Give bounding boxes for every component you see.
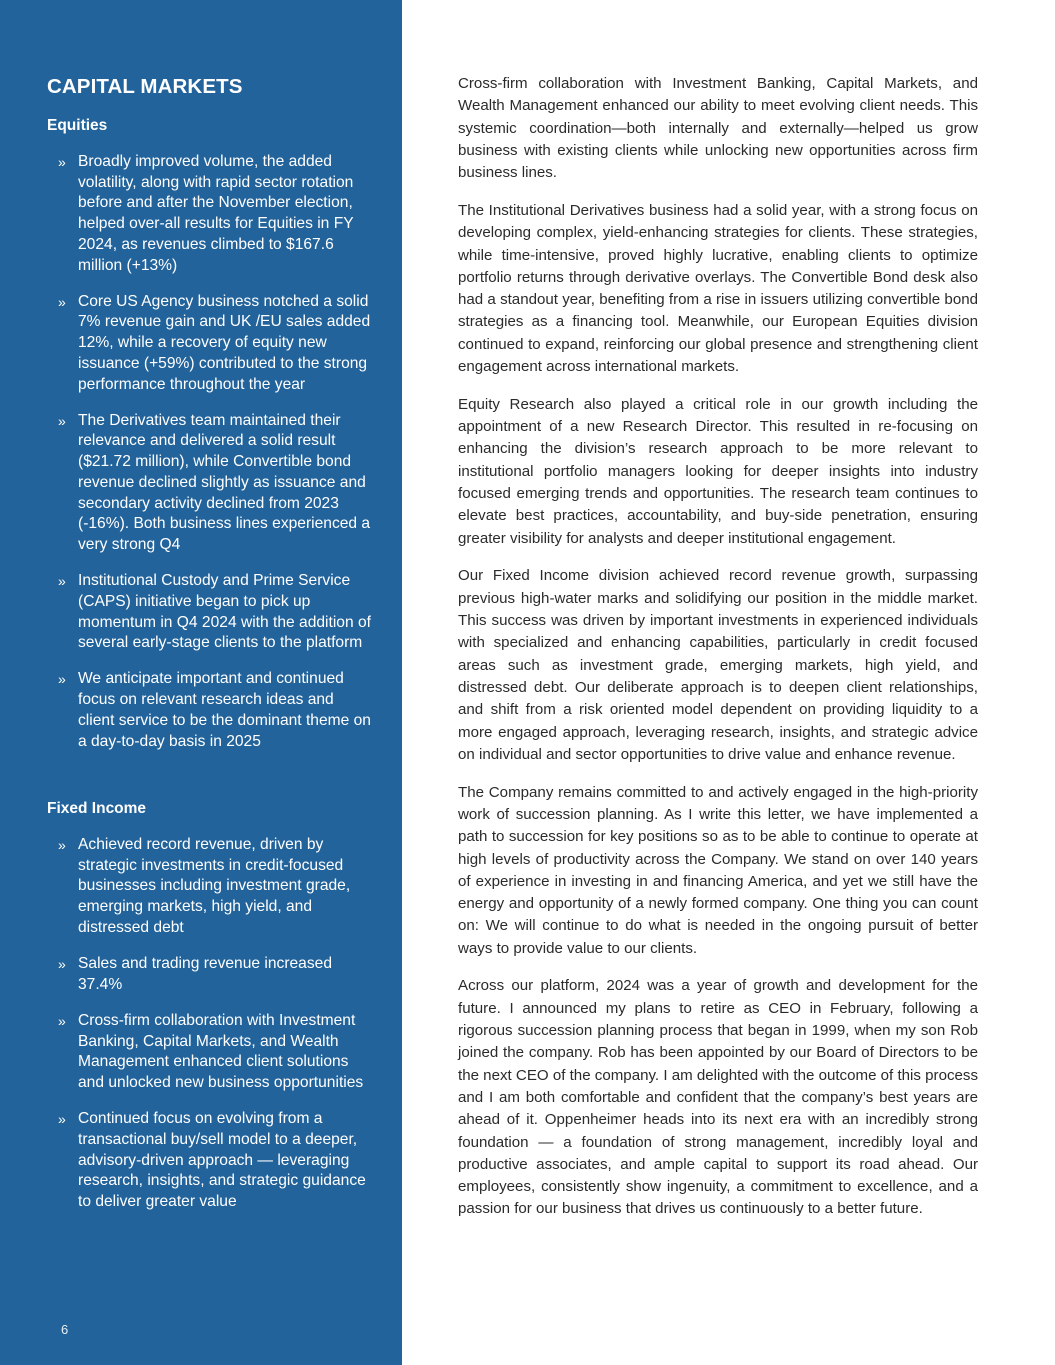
fixed-income-heading: Fixed Income bbox=[47, 800, 147, 817]
list-item bbox=[0, 954, 402, 995]
body-paragraph: Cross-firm collaboration with Investment Banking, Capital Markets, and Wealth Management enhanced our ability to meet evolving client needs. This systemic coordination—both internally and externally—helped us grow business with existing clients while unlocking new opportunities across firm business lines. bbox=[458, 75, 978, 182]
bullet-marker-icon: » bbox=[58, 671, 66, 688]
bullet-marker-icon: » bbox=[58, 154, 66, 170]
list-item bbox=[0, 152, 402, 276]
bullet-marker-icon: » bbox=[58, 1012, 66, 1029]
bullet-marker-icon: » bbox=[58, 956, 66, 973]
bullet-marker-icon: » bbox=[58, 837, 66, 853]
list-item bbox=[0, 669, 402, 752]
list-item-text: Achieved record revenue, driven by strategic investments in credit-focused businesses including investment grade, emerging markets, high yield, and distressed debt bbox=[78, 836, 351, 936]
bullet-marker-icon: » bbox=[58, 412, 66, 429]
list-item-text: Continued focus on evolving from a transactional buy/sell model to a deeper, advisory-driven approach — leveraging research, insights, and strategic guidance to deliver greater value bbox=[78, 1110, 366, 1211]
list-item-text: We anticipate important and continued focus on relevant research ideas and client service to be the dominant theme on a day-to-day basis in 2025 bbox=[78, 670, 371, 750]
list-item-text: Institutional Custody and Prime Service (CAPS) initiative began to pick up momentum in Q4 2024 with the addition of several early-stage clients to the platform bbox=[78, 572, 371, 652]
bullet-marker-icon: » bbox=[58, 573, 66, 590]
list-item-text: Broadly improved volume, the added volatility, along with rapid sector rotation before and after the November election, helped over-all results for Equities in FY 2024, as revenues climbed to $167.6 million (+13%) bbox=[78, 153, 354, 274]
equities-bullet-list bbox=[0, 152, 402, 768]
body-paragraph: The Company remains committed to and actively engaged in the high-priority work of succession planning. As I write this letter, we have implemented a path to succession for key positions so as to be able to continue to operate at high levels of productivity across the Company. We stand on over 140 years of experience in investing in and financing America, and yet we still have the energy and opportunity of a newly formed company. One thing you can count on: We will continue to do what is needed in the ongoing pursuit of better ways to provide value to our clients. bbox=[458, 783, 978, 957]
list-item bbox=[0, 1011, 402, 1094]
list-item bbox=[0, 411, 402, 556]
body-paragraph: Equity Research also played a critical role in our growth including the appointment of a new Research Director. This resulted in re-focusing on enhancing the division’s research approach to be more relevant to institutional portfolio managers looking for deeper insights into industry focused emerging trends and opportunities. The research team continues to elevate best practices, accountability, and buy-side penetration, ensuring greater visibility for analysts and deeper institutional engagement. bbox=[458, 395, 978, 547]
section-title: CAPITAL MARKETS bbox=[47, 75, 243, 98]
equities-heading: Equities bbox=[47, 117, 108, 134]
body-paragraph: The Institutional Derivatives business had a solid year, with a strong focus on developing complex, yield-enhancing strategies for clients. These strategies, while time-intensive, proved highly lucrative, enabling clients to optimize portfolio returns through derivative overlays. The Convertible Bond desk also had a standout year, benefiting from a rise in issuers utilizing convertible bond strategies as a financing tool. Meanwhile, our European Equities division continued to expand, reinforcing our global presence and strengthening client engagement across international markets. bbox=[458, 201, 978, 376]
bullet-marker-icon: » bbox=[58, 1111, 66, 1128]
capital-markets-sidebar bbox=[0, 0, 402, 1365]
bullet-marker-icon: » bbox=[58, 293, 66, 310]
body-paragraph: Across our platform, 2024 was a year of growth and development for the future. I announced my plans to retire as CEO in February, following a rigorous succession planning process that began in 1999, when my son Rob joined the company. Rob has been appointed by our Board of Directors to be the next CEO of the company. I am delighted with the outcome of this process and I am both comfortable and confident that the company’s best years are ahead of it. Oppenheimer heads into its next era with an incredibly strong foundation — a foundation of strong management, incredibly loyal and productive associates, and ample capital to support its road ahead. Our employees, consistently show ingenuity, a commitment to excellence, and a passion for our business that drives us continuously to a better future. bbox=[458, 977, 978, 1218]
list-item-text: Cross-firm collaboration with Investment Banking, Capital Markets, and Wealth Management enhanced client solutions and unlocked new business opportunities bbox=[78, 1011, 364, 1092]
letter-body bbox=[458, 73, 978, 1236]
list-item bbox=[0, 1109, 402, 1213]
body-paragraph: Our Fixed Income division achieved record revenue growth, surpassing previous high-water marks and solidifying our position in the middle market. This success was driven by important investments in experienced individuals with specialized and enhancing capabilities, particularly in credit focused areas such as investment grade, emerging markets, high yield, and distressed debt. Our deliberate approach is to deepen client relationships, and shift from a risk oriented model dependent on providing liquidity to a more engaged approach, leveraging research, insights, and strategic advice on individual and sector opportunities to drive value and enhance revenue. bbox=[458, 567, 978, 763]
list-item bbox=[0, 835, 402, 939]
page-number: 6 bbox=[61, 1322, 69, 1337]
fixed-income-bullet-list bbox=[0, 835, 402, 1228]
list-item-text: The Derivatives team maintained their relevance and delivered a solid result ($21.72 million), while Convertible bond revenue declined slightly as issuance and secondary activity declined from 2023 (-16%). Both business lines experienced a very strong Q4 bbox=[78, 411, 371, 553]
list-item bbox=[0, 571, 402, 654]
list-item-text: Sales and trading revenue increased 37.4% bbox=[78, 955, 332, 993]
list-item-text: Core US Agency business notched a solid 7% revenue gain and UK /EU sales added 12%, while a recovery of equity new issuance (+59%) contributed to the strong performance throughout the year bbox=[78, 292, 371, 393]
list-item bbox=[0, 292, 402, 396]
